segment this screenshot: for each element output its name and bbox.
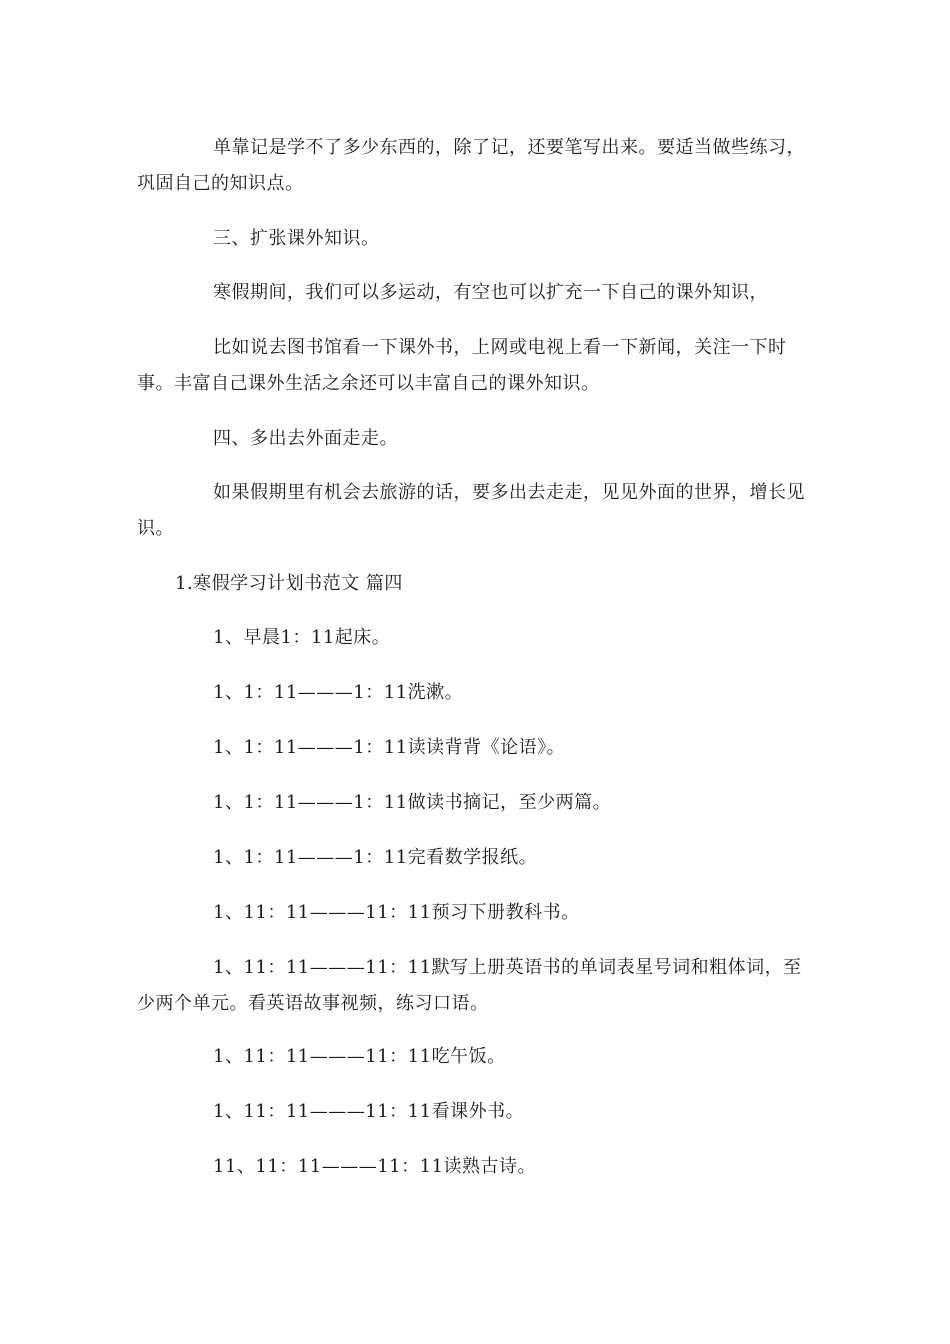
heading-expand-knowledge: 三、扩张课外知识。: [213, 228, 380, 249]
paragraph-library-news: 比如说去图书馆看一下课外书，上网或电视上看一下新闻，关注一下时事。丰富自己课外生活之余还可以丰富自己的课外知识。: [137, 337, 787, 394]
schedule-item: 1、1：11———1：11洗漱。: [213, 682, 464, 703]
schedule-item: 1、11：11———11：11看课外书。: [213, 1101, 525, 1122]
schedule-item: 1、11：11———11：11预习下册教科书。: [213, 902, 580, 923]
schedule-item: 11、11：11———11：11读熟古诗。: [213, 1156, 537, 1177]
schedule-item: 1、早晨1：11起床。: [213, 627, 391, 648]
schedule-item: 1、1：11———1：11完看数学报纸。: [213, 847, 538, 868]
paragraph-practice: 单靠记是学不了多少东西的，除了记，还要笔写出来。要适当做些练习，巩固自己的知识点。: [137, 137, 805, 194]
paragraph-winter-break-activities: 寒假期间，我们可以多运动，有空也可以扩充一下自己的课外知识，: [213, 282, 768, 303]
section-heading: 1.寒假学习计划书范文 篇四: [175, 573, 403, 594]
schedule-item: 1、1：11———1：11读读背背《论语》。: [213, 737, 566, 758]
schedule-item: 1、11：11———11：11默写上册英语书的单词表星号词和粗体词，至少两个单元。看英语故事视频，练习口语。: [137, 957, 802, 1014]
schedule-item: 1、1：11———1：11做读书摘记，至少两篇。: [213, 792, 612, 813]
heading-go-outside: 四、多出去外面走走。: [213, 428, 398, 449]
paragraph-travel: 如果假期里有机会去旅游的话，要多出去走走，见见外面的世界，增长见识。: [137, 482, 805, 539]
schedule-item: 1、11：11———11：11吃午饭。: [213, 1046, 506, 1067]
